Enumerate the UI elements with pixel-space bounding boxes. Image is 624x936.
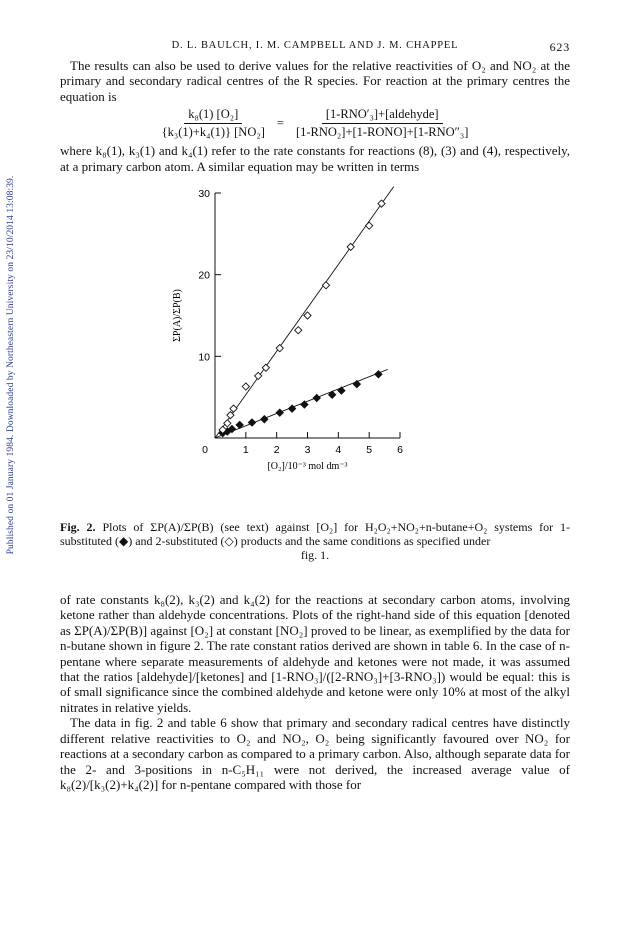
equation-equals: = [276, 116, 284, 131]
equation [60, 107, 570, 140]
scatter-chart [60, 178, 570, 518]
filled-diamond-point [338, 387, 345, 394]
paragraph-3: of rate constants k₈(2), k₃(2) and k₄(2) for the reactions at secondary carbon atoms, involving ketone rather than aldehyde concentrations. Plots of the right-hand side of this equation [denoted as ΣP(A)/ΣP(B)] against [O₂] at constant [NO₂] proved to be linear, as exemplified by the data for n-butane shown in figure 2. The rate constant ratios derived are shown in table 6. In the case of n-pentane where separate measurements of aldehyde and ketones were not made, it was assumed that the ratios [aldehyde]/[ketones] and [1-RNO₃]/([2-RNO₃]+[3-RNO₃]) would be equal: this is of small significance since the combined aldehyde and ketone were only 10% at most of the alkyl nitrates in relative yields. [60, 592, 570, 715]
equation-lhs-denominator: {k₃(1)+k₄(1)} [NO₂] [161, 125, 265, 140]
y-tick-label: 10 [198, 351, 210, 364]
filled-diamond-point [353, 381, 360, 388]
y-axis-label: ΣP(A)/ΣP(B) [172, 289, 183, 342]
filled-diamond-point [276, 409, 283, 416]
x-axis-label: [O₂]/10⁻³ mol dm⁻³ [267, 461, 348, 473]
x-tick-label: 0 [202, 444, 208, 457]
open-diamond-point [242, 383, 249, 390]
download-note-sidebar [2, 150, 20, 580]
caption-last-line: fig. 1. [300, 548, 330, 563]
equation-lhs [158, 107, 269, 140]
x-tick-label: 1 [242, 444, 249, 457]
download-note: Published on 01 January 1984. Downloaded by Northeastern University on 23/10/2014 13:08:39. [6, 175, 16, 555]
paragraph-1: The results can also be used to derive values for the relative reactivities of O₂ and NO₂ at the primary and secondary radical centres of the R species. For reaction at the primary centres the equation is [60, 58, 570, 104]
x-tick-label: 6 [397, 444, 403, 457]
caption-label: Fig. 2. [60, 520, 96, 535]
y-tick-label: 20 [198, 269, 210, 282]
open-diamond-point [295, 327, 302, 334]
figure-2 [60, 178, 570, 518]
equation-rhs-denominator: [1-RNO₂]+[1-RONO]+[1-RNO″₃] [295, 125, 469, 140]
equation-rhs-numerator: [1-RNO′₃]+[aldehyde] [322, 107, 443, 124]
caption-text: Plots of ΣP(A)/ΣP(B) (see text) against [O₂] for H₂O₂+NO₂+n-butane+O₂ systems for 1-substituted (◆) and 2-substituted (◇) products and the same conditions as specified under [60, 520, 570, 549]
running-head-authors: D. L. BAULCH, I. M. CAMPBELL AND J. M. CHAPPEL [171, 40, 459, 51]
running-head [60, 40, 570, 58]
open-diamond-point [322, 282, 329, 289]
filled-diamond-point [248, 419, 255, 426]
filled-diamond-point [261, 416, 268, 423]
paragraph-4: The data in fig. 2 and table 6 show that primary and secondary radical centres have distinctly different relative reactivities to O₂ and NO₂, O₂ being significantly favoured over NO₂ for reactions at a secondary carbon as compared to a primary carbon. Also, although separate data for the 2- and 3-positions in n-C₅H₁₁ were not derived, the increased average value of k₈(2)/[k₃(2)+k₄(2)] for n-pentane compared with those for [60, 715, 570, 792]
x-tick-label: 5 [366, 444, 373, 457]
x-tick-label: 4 [335, 444, 342, 457]
filled-diamond-point [313, 394, 320, 401]
open-diamond-point [366, 222, 373, 229]
page [60, 40, 570, 792]
open-diamond-point [304, 312, 311, 319]
x-tick-label: 3 [304, 444, 311, 457]
open-diamond-point [224, 420, 231, 427]
page-number: 623 [549, 40, 570, 54]
equation-lhs-numerator: k₈(1) [O₂] [184, 107, 242, 124]
open-diamond-point [230, 405, 237, 412]
figure-caption [60, 520, 570, 562]
y-tick-label: 30 [198, 188, 210, 201]
equation-rhs [292, 107, 472, 140]
paragraph-2: where k₈(1), k₃(1) and k₄(1) refer to the rate constants for reactions (8), (3) and (4), respectively, at a primary carbon atom. A similar equation may be written in terms [60, 143, 570, 174]
x-tick-label: 2 [273, 444, 280, 457]
filled-diamond-point [301, 401, 308, 408]
open-diamond-point [378, 200, 385, 207]
